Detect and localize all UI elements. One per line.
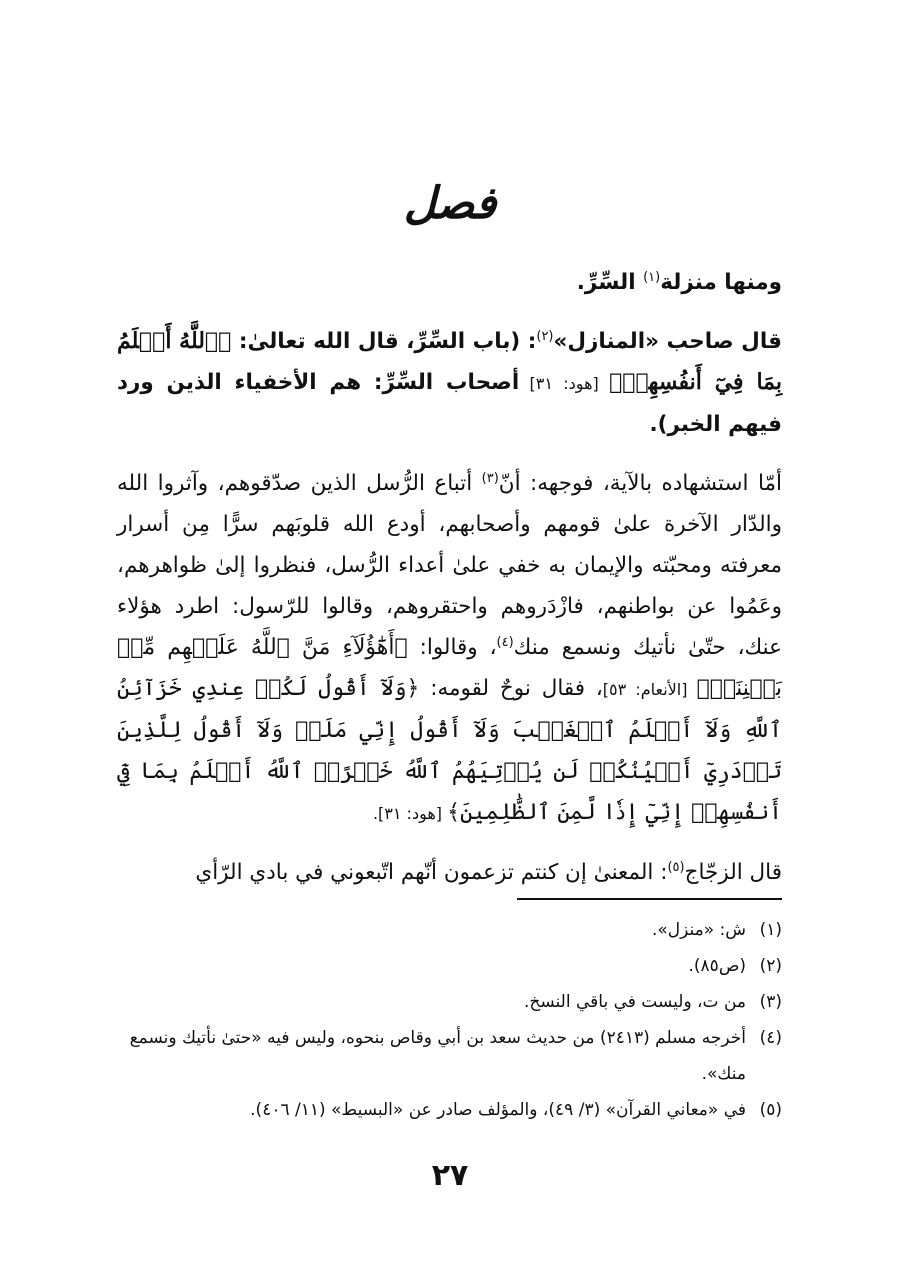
paragraph-2 [117, 321, 782, 445]
p2-lead: قال صاحب «المنازل» [553, 329, 782, 354]
paragraph-1 [117, 262, 782, 303]
footnote-ref-5[interactable]: (٥) [667, 859, 685, 875]
p1-tail: السِّرِّ. [576, 270, 644, 295]
p3-c: ، وقالوا: [407, 635, 497, 660]
p4-a: قال الزجّاج [684, 860, 782, 885]
footnote-text: في «معاني القرآن» (٣/ ٤٩)، والمؤلف صادر عن «البسيط» (١١/ ٤٠٦). [250, 1100, 746, 1120]
footnote-ref-3[interactable]: (٣) [481, 470, 499, 486]
footnote-number: (٣) [759, 992, 782, 1012]
footnote-divider [517, 898, 782, 900]
p2-mid: : (باب السِّرِّ، قال الله تعالىٰ: [231, 329, 537, 354]
footnote-number: (٤) [759, 1028, 782, 1048]
footnote-text: (ص٨٥). [688, 956, 746, 976]
p4-b: : المعنىٰ إن كنتم تزعمون أنّهم اتّبعوني في بادي الرّأي [195, 860, 668, 885]
footnote-number: (٥) [759, 1100, 782, 1120]
footnote-item [117, 948, 782, 984]
main-text [117, 262, 782, 911]
quran-verse-hud: ﴿وَلَآ أَقُولُ لَكُمۡ عِندِي خَزَآئِنُ ٱللَّهِ وَلَآ أَعۡلَمُ ٱلۡغَيۡبَ وَلَآ أَقُولُ إِنِّي مَلَكٞ وَلَآ أَقُولُ لِلَّذِينَ تَزۡدَرِيٓ أَعۡيُنُكُمۡ لَن يُؤۡتِيَهُمُ ٱللَّهُ خَيۡرًاۖ ٱللَّهُ أَعۡلَمُ بِمَا فِيٓ أَنفُسِهِمۡ إِنِّيٓ إِذٗا لَّمِنَ ٱلظَّٰلِمِينَ﴾ [117, 676, 782, 825]
footnote-item [117, 1092, 782, 1128]
footnotes [117, 912, 782, 1128]
paragraph-4 [117, 852, 782, 893]
footnote-item [117, 912, 782, 948]
footnote-text: أخرجه مسلم (٢٤١٣) من حديث سعد بن أبي وقاص بنحوه، وليس فيه «حتىٰ نأتيك ونسمع منك». [129, 1028, 746, 1084]
p1-text: ومنها منزلة [660, 270, 782, 295]
footnote-text: من ت، وليست في باقي النسخ. [523, 992, 746, 1012]
page-number: ٢٧ [431, 1158, 469, 1193]
footnote-ref-1[interactable]: (١) [643, 269, 661, 285]
footnote-ref-2[interactable]: (٢) [536, 328, 554, 344]
quran-verse: ﴿ٱللَّهُ أَعۡلَمُ بِمَا فِيٓ أَنفُسِهِمۡ﴾ [117, 328, 782, 395]
footnote-number: (١) [759, 920, 782, 940]
footnote-number: (٢) [759, 956, 782, 976]
paragraph-3 [117, 463, 782, 834]
p3-d: ، فقال نوحٌ لقومه: [419, 676, 603, 701]
footnote-ref-4[interactable]: (٤) [496, 634, 514, 650]
p3-b: أتباع الرُّسل الذين صدّقوهم، وآثروا الله والدّار الآخرة علىٰ قومهم وأصحابهم، أودع الله قلوبَهم سرًّا مِن أسرار معرفته ومحبّته والإيمان به خفي علىٰ أعداء الرُّسل، فنظروا إلىٰ ظواهرهم، وعَمُوا عن بواطنهم، فازْدَروهم واحتقروهم، وقالوا للرّسول: اطرد هؤلاء عنك، حتّىٰ نأتيك ونسمع منك [117, 471, 782, 660]
p2-end: أصحاب السِّرِّ: هم الأخفياء الذين ورد فيهم الخبر). [117, 370, 782, 437]
verse-reference-anam: [الأنعام: ٥٣] [602, 680, 697, 699]
p3-a: أمّا استشهاده بالآية، فوجهه: أنّ [498, 471, 782, 496]
footnote-item [117, 1020, 782, 1092]
quran-verse-anam: ﴿أَهَٰٓؤُلَآءِ مَنَّ ٱللَّهُ عَلَيۡهِم مِّنۢ بَيۡنِنَآۗ﴾ [117, 635, 782, 701]
verse-reference-hud: [هود: ٣١]. [372, 804, 448, 823]
verse-reference: [هود: ٣١] [519, 374, 610, 393]
footnote-item [117, 984, 782, 1020]
footnote-text: ش: «منزل». [651, 920, 746, 940]
section-heading: فصل [403, 178, 497, 229]
